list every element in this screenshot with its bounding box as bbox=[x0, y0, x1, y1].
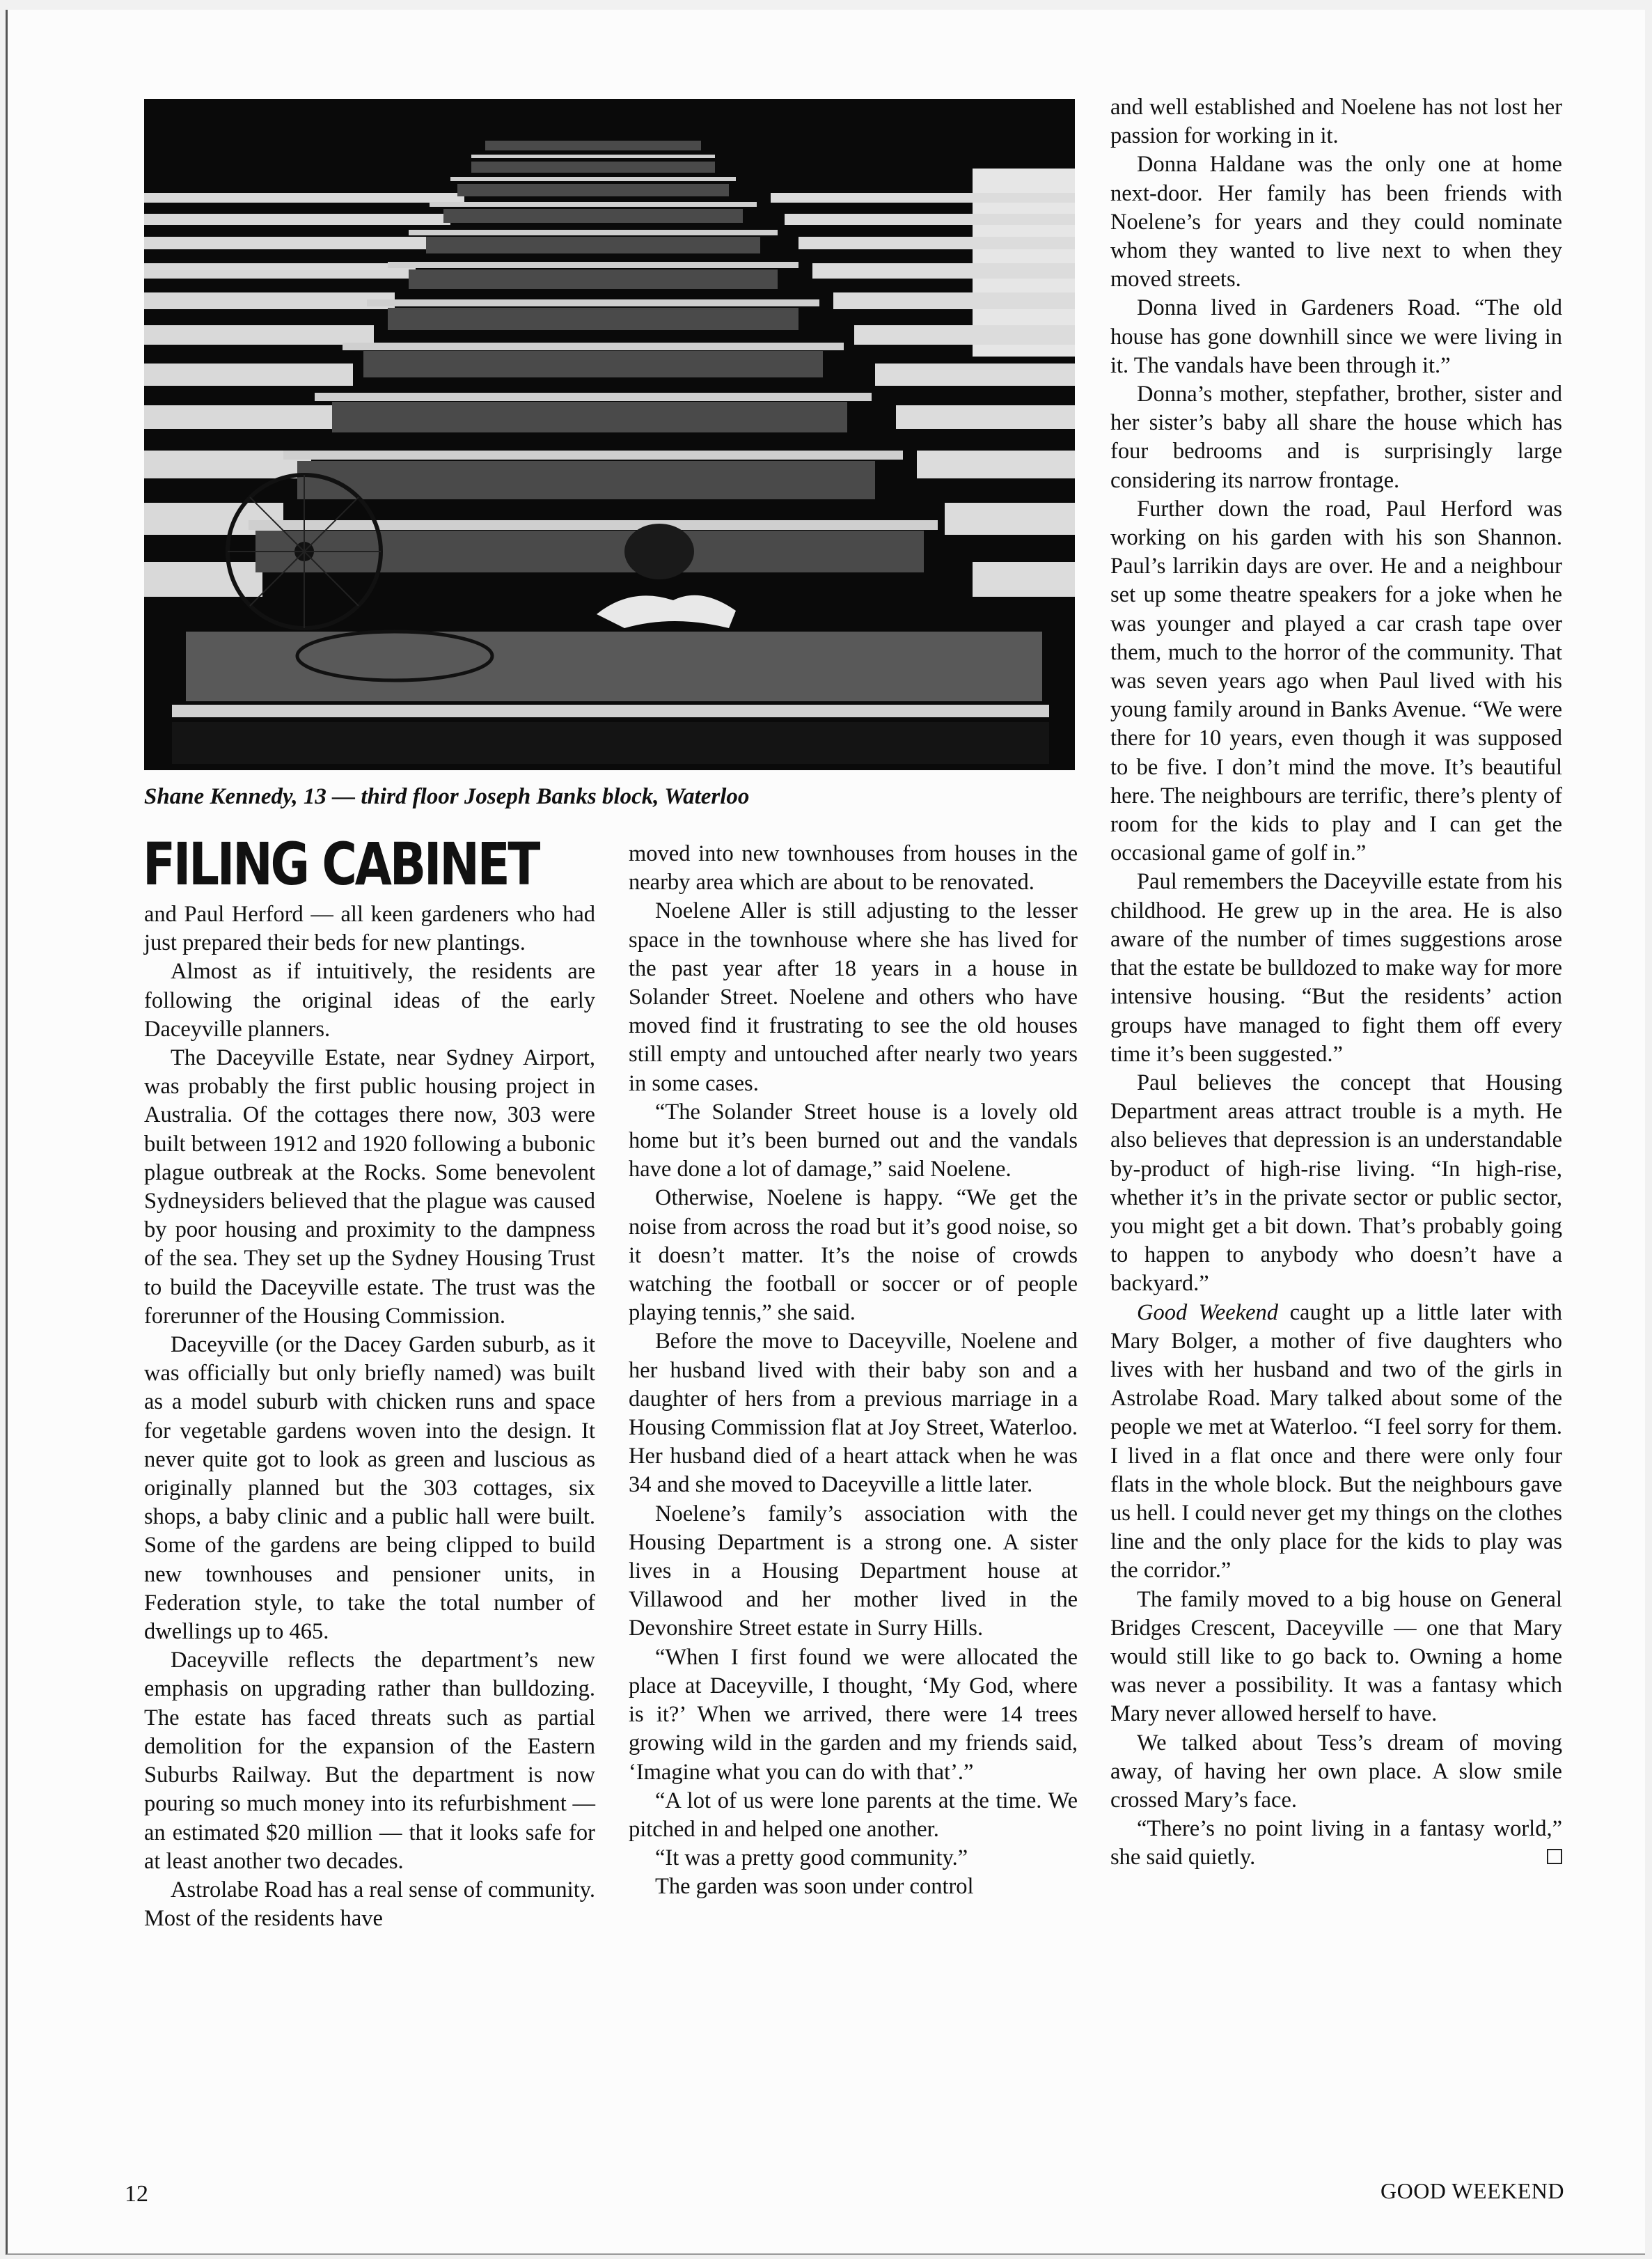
paragraph: and Paul Herford — all keen gardeners who had just prepared their beds for new plantings. bbox=[144, 902, 595, 956]
paragraph: Noelene’s family’s association with the Housing Department is a strong one. A sister lives in a Housing Department house at Villawood and her mother lived in the Devonshire Street estate in Surry Hills. bbox=[629, 1501, 1078, 1641]
article-column-2 bbox=[629, 840, 1078, 1902]
headline: FILING CABINET bbox=[143, 830, 539, 898]
photo-housing-block bbox=[144, 99, 1075, 770]
paragraph: Paul remembers the Daceyville estate from his childhood. He grew up in the area. He is also aware of the number of times suggestions arose that the estate be bulldozed to make way for more intensive housing. “But the residents’ action groups have managed to fight them off every time it’s been suggested.” bbox=[1110, 869, 1562, 1067]
paragraph-text: caught up a little later with Mary Bolger, a mother of five daughters who lives with her husband and two of the girls in Astrolabe Road. Mary talked about some of the people we met at Waterloo. “I feel sorry for them. I lived in a flat once and there were only four flats in the whole block. But the neighbours gave us hell. I could never get my things on the clothes line and the only place for the kids to play was the corridor.” bbox=[1110, 1299, 1562, 1584]
magazine-page bbox=[6, 10, 1645, 2255]
paragraph: The Daceyville Estate, near Sydney Airport, was probably the first public housing project in Australia. Of the cottages there now, 303 were built between 1912 and 1920 following a bubonic plague outbreak at the Rocks. Some benevolent Sydneysiders believed that the plague was caused by poor housing and proximity to the dampness of the sea. They set up the Sydney Housing Trust to build the Daceyville estate. The trust was the forerunner of the Housing Commission. bbox=[144, 1045, 595, 1329]
photo-image bbox=[144, 99, 1075, 770]
paragraph: Before the move to Daceyville, Noelene and her husband lived with their baby son and a daughter of hers from a previous marriage in a Housing Commission flat at Joy Street, Waterloo. Her husband died of a heart attack when he was 34 and she moved to Daceyville a little later. bbox=[629, 1329, 1078, 1498]
paragraph: “When I first found we were allocated the place at Daceyville, I thought, ‘My God, where is it?’ When we arrived, there were 14 trees growing wild in the garden and my friends said, ‘Imagine what you can do with that’.” bbox=[629, 1644, 1078, 1785]
paragraph: Further down the road, Paul Herford was working on his garden with his son Shannon. Paul’s larrikin days are over. He and a neighbour set up some theatre speakers for a joke when he was younger and played a car crash tape over them, much to the horror of the community. That was seven years ago when Paul lived with his young family around in Banks Avenue. “We were there for 10 years, even though it was supposed to be five. I don’t mind the move. It’s beautiful here. The neighbours are terrific, there’s plenty of room for the kids to play and I can get the occasional game of golf in.” bbox=[1110, 496, 1562, 866]
paragraph: and well established and Noelene has not lost her passion for working in it. bbox=[1110, 95, 1562, 149]
paragraph: “It was a pretty good community.” bbox=[655, 1845, 968, 1871]
paragraph: Almost as if intuitively, the residents are following the original ideas of the early Daceyville planners. bbox=[144, 959, 595, 1042]
paragraph: “A lot of us were lone parents at the time. We pitched in and helped one another. bbox=[629, 1788, 1078, 1842]
magazine-name-italic: Good Weekend bbox=[1137, 1299, 1279, 1325]
end-of-article-mark-icon bbox=[1547, 1849, 1562, 1864]
paragraph: moved into new townhouses from houses in the nearby area which are about to be renovated. bbox=[629, 841, 1078, 896]
paragraph: Astrolabe Road has a real sense of community. Most of the residents have bbox=[144, 1877, 595, 1932]
paragraph bbox=[1110, 1299, 1562, 1586]
paragraph: Donna lived in Gardeners Road. “The old house has gone downhill since we were living in it. The vandals have been through it.” bbox=[1110, 295, 1562, 378]
photo-caption: Shane Kennedy, 13 — third floor Joseph Banks block, Waterloo bbox=[144, 784, 750, 809]
paragraph bbox=[1110, 1815, 1562, 1872]
paragraph: Daceyville reflects the department’s new emphasis on upgrading rather than bulldozing. The estate has faced threats such as partial demolition for the expansion of the Eastern Suburbs Railway. But the department is now pouring so much money into its refurbishment — an estimated $20 million — that it looks safe for at least another two decades. bbox=[144, 1648, 595, 1874]
paragraph: Daceyville (or the Dacey Garden suburb, as it was officially but only briefly named) was built as a model suburb with chicken runs and space for vegetable gardens woven into the design. It never quite got to look as green and luscious as originally planned but the 303 cottages, six shops, a baby clinic and a public hall were built. Some of the gardens are being clipped to build new townhouses and pensioner units, in Federation style, to take the total number of dwellings up to 465. bbox=[144, 1332, 595, 1645]
paragraph: Donna’s mother, stepfather, brother, sister and her sister’s baby all share the house which has four bedrooms and is surprisingly large considering its narrow frontage. bbox=[1110, 382, 1562, 493]
paragraph: Otherwise, Noelene is happy. “We get the noise from across the road but it’s good noise, so it doesn’t matter. It’s the noise of crowds watching the football or soccer or of people playing tennis,” she said. bbox=[629, 1185, 1078, 1326]
paragraph: Paul believes the concept that Housing Department areas attract trouble is a myth. He also believes that depression is an understandable by-product of high-rise living. “In high-rise, whether it’s in the private sector or public sector, you might get a bit down. That’s probably going to happen to anybody who doesn’t have a backyard.” bbox=[1110, 1070, 1562, 1297]
magazine-name: GOOD WEEKEND bbox=[1380, 2178, 1564, 2203]
paragraph: “The Solander Street house is a lovely old home but it’s been burned out and the vandals have done a lot of damage,” said Noelene. bbox=[629, 1099, 1078, 1182]
paragraph: We talked about Tess’s dream of moving away, of having her own place. A slow smile crossed Mary’s face. bbox=[1110, 1730, 1562, 1813]
page-number: 12 bbox=[125, 2181, 148, 2207]
paragraph: Noelene Aller is still adjusting to the lesser space in the townhouse where she has lived for the past year after 18 years in a house in Solander Street. Noelene and others who have moved find it frustrating to see the old houses still empty and untouched after nearly two years in some cases. bbox=[629, 898, 1078, 1096]
article-column-3 bbox=[1110, 93, 1562, 1873]
paragraph: The family moved to a big house on General Bridges Crescent, Daceyville — one that Mary would still like to go back to. Owning a home was never a possibility. It was a fantasy which Mary never allowed herself to have. bbox=[1110, 1586, 1562, 1727]
paragraph-text: “There’s no point living in a fantasy world,” she said quietly. bbox=[1110, 1816, 1562, 1870]
paragraph: Donna Haldane was the only one at home next-door. Her family has been friends with Noelene’s for years and they could nominate whom they wanted to live next to when they moved streets. bbox=[1110, 152, 1562, 292]
article-column-1 bbox=[144, 900, 595, 1933]
paragraph: The garden was soon under control bbox=[655, 1874, 974, 1900]
